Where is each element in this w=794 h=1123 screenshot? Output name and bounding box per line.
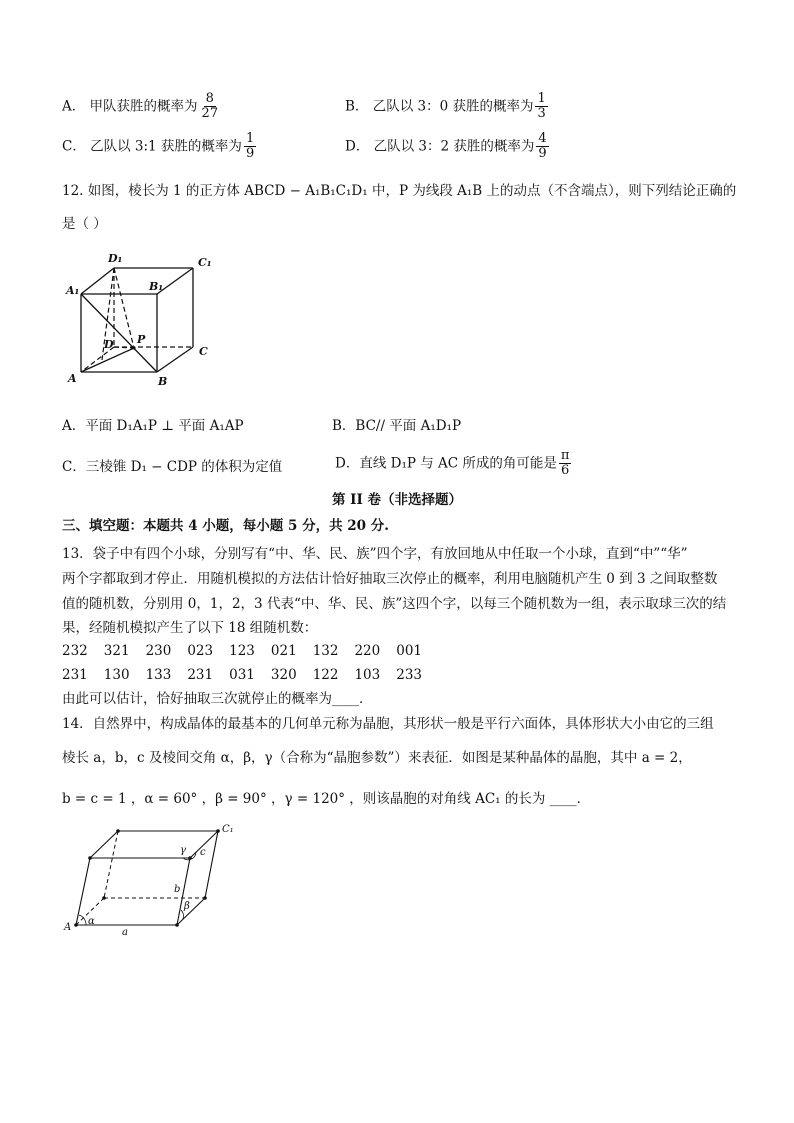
- q12-option-d[interactable]: [335, 449, 571, 479]
- q13-line-1: 13．袋子中有四个小球，分别写有“中、华、民、族”四个字，有放回地从中任取一个小球，直到“中”“华”: [62, 546, 688, 562]
- random-number: 123: [229, 643, 255, 659]
- random-number: 130: [103, 667, 130, 683]
- label-gamma: γ: [180, 845, 186, 856]
- q12-stem-line-1: 12. 如图，棱长为 1 的正方体 ABCD − A₁B₁C₁D₁ 中，P 为线段 A₁B 上的动点（不含端点），则下列结论正确的: [62, 183, 737, 199]
- cube-edge-cb: [157, 347, 193, 372]
- fraction-numerator: 4: [538, 131, 547, 146]
- label-d: D: [104, 338, 114, 351]
- part3-heading: 三、填空题：本题共 4 小题，每小题 5 分，共 20 分.: [62, 518, 389, 534]
- q12-option-c[interactable]: C．三棱锥 D₁ − CDP 的体积为定值: [62, 459, 283, 475]
- angle-alpha-arc: [79, 915, 86, 925]
- vertex-a: [74, 923, 78, 927]
- hidden-edge-back-left: [104, 831, 118, 898]
- segment-ap: [81, 348, 134, 372]
- q11-option-a[interactable]: [62, 92, 220, 122]
- random-number: 232: [62, 643, 88, 659]
- label-c: c: [200, 847, 206, 858]
- fraction-numerator: π: [560, 448, 570, 463]
- section-title: 第 II 卷（非选择题）: [331, 492, 463, 508]
- q11-option-a-fraction: [200, 92, 221, 122]
- q11-option-d-text: D． 乙队以 3：2 获胜的概率为: [345, 138, 535, 155]
- q14-line-3: b = c = 1 ，α = 60° ，β = 90° ，γ = 120° ，则该晶胞的对角线 AC₁ 的长为 ____．: [62, 791, 591, 807]
- label-a-edge: a: [122, 927, 128, 938]
- label-a1: A₁: [66, 284, 80, 297]
- random-number: 021: [270, 643, 297, 659]
- q13-random-row-1: [62, 643, 422, 659]
- q13-line-2: 两个字都取到才停止．用随机模拟的方法估计恰好抽取三次停止的概率，利用电脑随机产生 0 到 3 之间取整数: [62, 571, 718, 587]
- label-b1: B₁: [149, 280, 164, 293]
- random-number: 103: [354, 667, 381, 683]
- q12-option-a[interactable]: A．平面 D₁A₁P ⊥ 平面 A₁AP: [62, 418, 244, 434]
- label-a: A: [68, 372, 77, 385]
- q11-option-d-fraction: [536, 132, 548, 162]
- q11-option-c[interactable]: [62, 132, 256, 162]
- label-b: B: [158, 375, 168, 388]
- q11-option-c-text: C． 乙队以 3:1 获胜的概率为: [62, 138, 242, 155]
- cube-figure: [62, 250, 232, 392]
- q11-option-c-fraction: [244, 132, 256, 162]
- fraction-denominator: 6: [561, 463, 570, 479]
- label-alpha: α: [88, 916, 95, 927]
- q12-option-d-text: D．直线 D₁P 与 AC 所成的角可能是: [335, 455, 557, 472]
- random-number: 031: [229, 667, 255, 683]
- segment-d1p-hidden: [114, 268, 134, 348]
- q14-line-2: 棱长 a，b，c 及棱间交角 α，β，γ（合称为“晶胞参数”）来表征．如图是某种晶体的晶胞，其中 a = 2，: [62, 750, 692, 766]
- label-b: b: [174, 884, 181, 895]
- cube-edge-a1d1: [81, 268, 114, 294]
- fraction-numerator: 1: [245, 131, 255, 146]
- vertex: [88, 856, 92, 860]
- q14-line-1: 14．自然界中，构成晶体的最基本的几何单元称为晶胞，其形状一般是平行六面体，具体形状大小由它的三组: [62, 716, 714, 732]
- fraction-denominator: 9: [245, 146, 255, 162]
- label-a-vertex: A: [64, 922, 72, 933]
- random-number: 231: [187, 667, 214, 683]
- random-number: 001: [396, 643, 423, 659]
- label-p: P: [137, 333, 146, 346]
- segment-a1b: [81, 294, 157, 372]
- edge-left-front: [76, 858, 90, 925]
- random-number: 133: [145, 667, 172, 683]
- random-number: 132: [312, 643, 339, 659]
- random-number: 320: [270, 667, 297, 683]
- q12-option-b[interactable]: B．BC// 平面 A₁D₁P: [332, 418, 462, 434]
- point-p: [132, 346, 135, 349]
- q13-line-3: 值的随机数，分别用 0，1，2，3 代表“中、华、民、族”这四个字，以每三个随机数为一组，表示取球三次的结: [62, 596, 727, 612]
- random-number: 321: [103, 643, 130, 659]
- fraction-denominator: 3: [537, 106, 546, 122]
- label-d1: D₁: [108, 252, 123, 265]
- fraction-numerator: 1: [537, 91, 546, 106]
- random-number: 220: [354, 643, 381, 659]
- vertex: [175, 923, 179, 927]
- q13-line-4: 果，经随机模拟产生了以下 18 组随机数：: [62, 620, 318, 636]
- q12-option-d-fraction: [559, 449, 572, 479]
- crystal-cell-figure: [62, 820, 242, 938]
- vertex-c1: [216, 829, 220, 833]
- random-number: 233: [396, 667, 423, 683]
- q11-option-a-text: A． 甲队获胜的概率为: [62, 98, 198, 115]
- label-c1: C₁: [222, 824, 234, 835]
- fraction-denominator: 9: [538, 146, 547, 162]
- fraction-denominator: 27: [201, 106, 219, 122]
- label-c: C: [199, 345, 208, 358]
- fraction-numerator: 8: [205, 91, 214, 106]
- q11-option-b[interactable]: [345, 92, 548, 122]
- q11-option-b-fraction: [535, 92, 547, 122]
- vertex: [203, 896, 207, 900]
- random-number: 023: [187, 643, 214, 659]
- edge-top-left: [90, 831, 118, 858]
- vertex: [102, 896, 106, 900]
- random-number: 122: [312, 667, 339, 683]
- q11-option-d[interactable]: [345, 132, 549, 162]
- q13-random-row-2: [62, 667, 422, 683]
- q12-stem-line-2: 是（ ）: [62, 216, 107, 232]
- random-number: 230: [145, 643, 172, 659]
- vertex: [116, 829, 120, 833]
- q13-line-5: 由此可以估计，恰好抽取三次就停止的概率为____．: [62, 691, 373, 707]
- label-c1: C₁: [198, 256, 212, 269]
- random-number: 231: [62, 667, 88, 683]
- label-beta: β: [184, 901, 190, 912]
- q11-option-b-text: B． 乙队以 3：0 获胜的概率为: [345, 98, 534, 115]
